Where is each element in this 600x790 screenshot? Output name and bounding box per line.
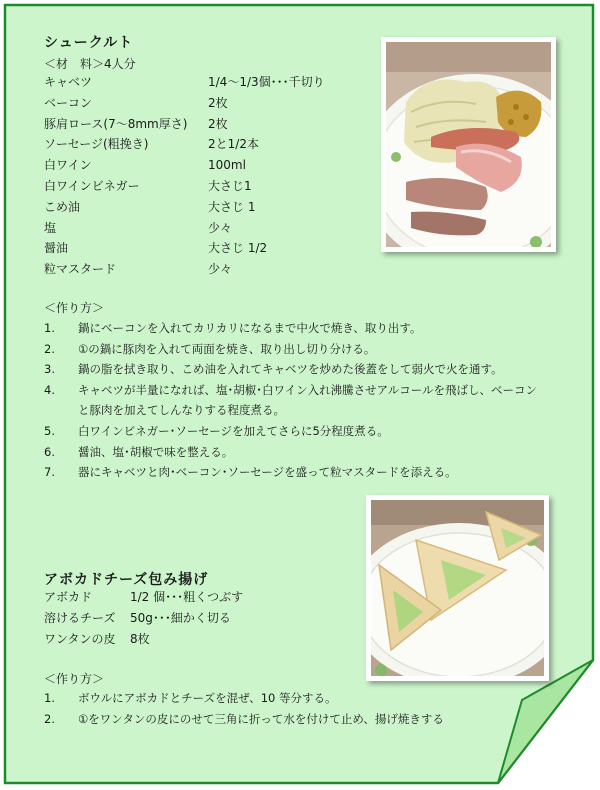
step-text: ①の鍋に豚肉を入れて両面を焼き、取り出し切り分ける。 bbox=[78, 341, 376, 356]
ingredient-row bbox=[44, 72, 374, 93]
recipe2-title: アボカドチーズ包み揚げ bbox=[44, 572, 209, 588]
step-text: ①をワンタンの皮にのせて三角に折って水を付けて止め、揚げ焼きする bbox=[78, 711, 444, 726]
ingredient-name: 白ワイン bbox=[44, 158, 92, 173]
step-number: 6. bbox=[44, 444, 55, 459]
ingredient-name: ソーセージ(粗挽き) bbox=[44, 137, 149, 152]
ingredient-amount: 少々 bbox=[208, 262, 233, 277]
step-item bbox=[44, 359, 539, 380]
recipe2-photo bbox=[366, 495, 549, 681]
recipe2-step-list bbox=[44, 688, 484, 729]
ingredient-row bbox=[44, 114, 374, 135]
ingredient-amount: 2枚 bbox=[208, 116, 228, 131]
ingredient-row bbox=[44, 629, 344, 650]
ingredient-name: 溶けるチーズ bbox=[44, 610, 116, 625]
ingredient-row bbox=[44, 608, 344, 629]
step-item bbox=[44, 442, 539, 463]
ingredient-amount: 100ml bbox=[208, 158, 246, 173]
ingredient-row bbox=[44, 155, 374, 176]
ingredient-row bbox=[44, 259, 374, 280]
ingredient-row bbox=[44, 587, 344, 608]
step-text: 器にキャベツと肉･ベーコン･ソーセージを盛って粒マスタードを添える。 bbox=[78, 465, 457, 480]
recipe1-step-list bbox=[44, 318, 539, 483]
ingredient-name: こめ油 bbox=[44, 199, 81, 214]
step-number: 2. bbox=[44, 711, 55, 726]
step-item bbox=[44, 421, 539, 442]
ingredient-amount: 1/2 個･･･粗くつぶす bbox=[130, 590, 244, 604]
ingredient-name: 粒マスタード bbox=[44, 262, 117, 277]
step-number: 2. bbox=[44, 341, 55, 356]
ingredient-row bbox=[44, 218, 374, 239]
step-number: 5. bbox=[44, 423, 55, 438]
step-text: 白ワインビネガー･ソーセージを加えてさらに5分程度煮る。 bbox=[78, 423, 389, 438]
choucroute-dish-image bbox=[386, 42, 551, 247]
recipe1-ingredient-list bbox=[44, 72, 374, 280]
recipe2-ingredient-list bbox=[44, 587, 344, 649]
ingredient-amount: 50g･･･細かく切る bbox=[130, 610, 231, 625]
step-number: 1. bbox=[44, 321, 55, 335]
ingredient-name: ワンタンの皮 bbox=[44, 631, 116, 646]
ingredient-name: 白ワインビネガー bbox=[44, 178, 140, 193]
step-item bbox=[44, 462, 539, 483]
step-text: ボウルにアボカドとチーズを混ぜ、10 等分する。 bbox=[78, 691, 337, 705]
ingredient-name: ベーコン bbox=[44, 95, 93, 110]
step-number: 7. bbox=[44, 465, 55, 480]
step-item bbox=[44, 709, 484, 730]
ingredient-name: 醤油 bbox=[44, 241, 69, 256]
ingredient-amount: 大さじ1 bbox=[208, 178, 252, 193]
recipe2-method-heading: ＜作り方＞ bbox=[44, 672, 105, 686]
step-text: 醤油、塩･胡椒で味を整える。 bbox=[78, 444, 234, 459]
step-text: 鍋にベーコンを入れてカリカリになるまで中火で焼き、取り出す。 bbox=[78, 321, 422, 335]
step-item bbox=[44, 688, 484, 709]
ingredient-name: アボカド bbox=[44, 590, 93, 604]
step-number: 1. bbox=[44, 691, 55, 705]
step-text: 鍋の脂を拭き取り、こめ油を入れてキャベツを炒めた後蓋をして弱火で火を通す。 bbox=[78, 362, 503, 377]
ingredient-amount: 8枚 bbox=[130, 631, 150, 646]
avocado-wonton-image bbox=[371, 500, 544, 676]
ingredient-row bbox=[44, 93, 374, 114]
recipe1-method-heading: ＜作り方＞ bbox=[44, 301, 105, 315]
ingredient-name: 塩 bbox=[44, 220, 57, 235]
ingredient-amount: 大さじ 1 bbox=[208, 199, 256, 214]
ingredient-amount: 2枚 bbox=[208, 95, 228, 110]
ingredient-amount: 少々 bbox=[208, 220, 233, 235]
step-number: 4. bbox=[44, 382, 55, 397]
step-number: 3. bbox=[44, 362, 55, 377]
ingredient-row bbox=[44, 197, 374, 218]
step-item bbox=[44, 380, 539, 421]
step-item bbox=[44, 318, 539, 339]
recipe1-servings: ＜材 料＞4人分 bbox=[44, 57, 136, 71]
ingredient-amount: 2と1/2本 bbox=[208, 137, 259, 152]
recipe1-title: シュークルト bbox=[44, 35, 134, 51]
ingredient-row bbox=[44, 176, 374, 197]
ingredient-amount: 1/4～1/3個･･･千切り bbox=[208, 75, 325, 89]
ingredient-amount: 大さじ 1/2 bbox=[208, 241, 268, 256]
ingredient-name: 豚肩ロース(7～8mm厚さ) bbox=[44, 116, 188, 131]
step-item bbox=[44, 339, 539, 360]
ingredient-name: キャベツ bbox=[44, 75, 93, 89]
recipe1-photo bbox=[381, 37, 556, 252]
step-text: キャベツが半量になれば、塩･胡椒･白ワイン入れ沸騰させアルコールを飛ばし、ベーコンと豚肉を加えてしんなりする程度煮る。 bbox=[78, 382, 537, 418]
ingredient-row bbox=[44, 238, 374, 259]
ingredient-row bbox=[44, 134, 374, 155]
